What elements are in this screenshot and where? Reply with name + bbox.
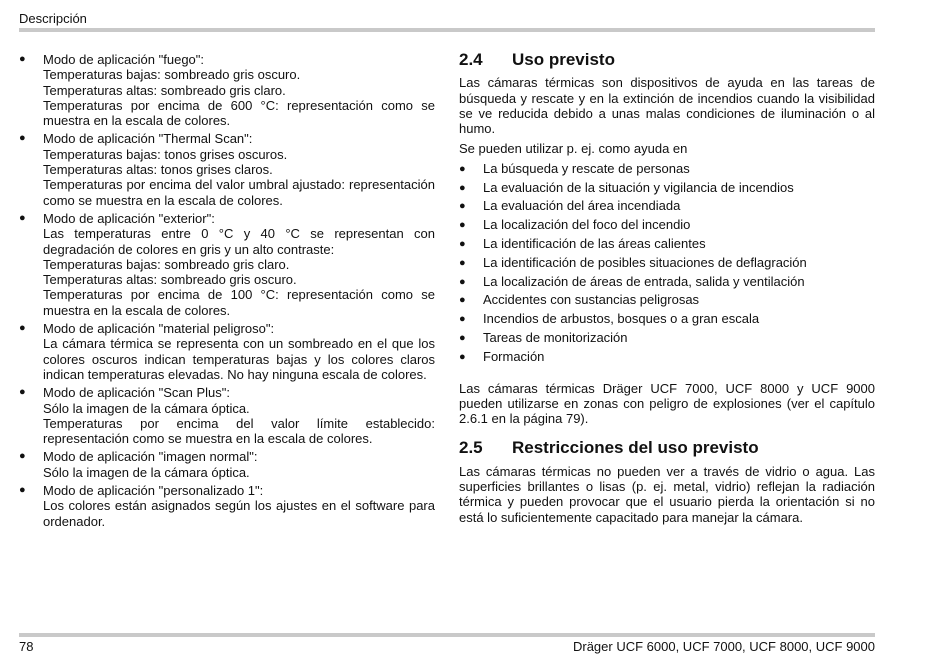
list-item: ● Tareas de monitorización: [459, 329, 875, 348]
list-item: ● Incendios de arbustos, bosques o a gran escala: [459, 310, 875, 329]
mode-item: [19, 131, 435, 207]
mode-text: Temperaturas por encima del valor umbral ajustado: representación como se muestra en la escala de colores.: [43, 177, 435, 208]
mode-text: Temperaturas bajas: sombreado gris claro.: [43, 256, 290, 272]
list-item: ● La evaluación del área incendiada: [459, 197, 875, 216]
mode-text: Sólo la imagen de la cámara óptica.: [43, 464, 250, 480]
mode-title: ● Modo de aplicación "Scan Plus":: [43, 385, 231, 401]
mode-title: ● Modo de aplicación "Thermal Scan":: [43, 131, 253, 147]
mode-title: ● Modo de aplicación "personalizado 1":: [43, 483, 264, 499]
mode-text: Temperaturas por encima del valor límite establecido: representación como se muestra en la escala de colores.: [43, 415, 435, 447]
page-number: 78: [19, 639, 34, 654]
mode-text: Temperaturas por encima de 100 °C: representación como se muestra en la escala de colores.: [43, 287, 435, 318]
section-title: Uso previsto: [512, 50, 615, 69]
section-heading: [459, 52, 875, 67]
list-item: ● La identificación de posibles situaciones de deflagración: [459, 254, 875, 273]
mode-text: Temperaturas bajas: sombreado gris oscuro.: [43, 67, 301, 83]
section-number: 2.5: [459, 438, 483, 458]
mode-text: Temperaturas bajas: tonos grises oscuros.: [43, 146, 288, 162]
section-title: Restricciones del uso previsto: [512, 438, 759, 458]
list-lead: Se pueden utilizar p. ej. como ayuda en: [459, 141, 688, 157]
section-number: 2.4: [459, 50, 483, 69]
header-rule: [19, 28, 875, 32]
mode-item: [19, 321, 435, 382]
mode-item: [19, 449, 435, 480]
footer-rule: [19, 633, 875, 637]
mode-text: Los colores están asignados según los ajustes en el software para ordenador.: [43, 498, 435, 529]
mode-text: Temperaturas altas: sombreado gris claro.: [43, 82, 286, 98]
list-item: ● Formación: [459, 348, 875, 367]
list-item: ● La localización del foco del incendio: [459, 216, 875, 235]
mode-item: [19, 211, 435, 318]
mode-item: [19, 52, 435, 128]
left-column: [19, 52, 435, 532]
mode-item: [19, 385, 435, 446]
mode-title: ● Modo de aplicación "imagen normal":: [43, 449, 258, 465]
list-item: ● La evaluación de la situación y vigilancia de incendios: [459, 179, 875, 198]
section-heading: [459, 438, 875, 458]
list-item: ● La localización de áreas de entrada, salida y ventilación: [459, 273, 875, 292]
right-column: [459, 52, 875, 530]
list-item: ● La identificación de las áreas calientes: [459, 235, 875, 254]
header-title: Descripción: [19, 11, 87, 26]
mode-text: La cámara térmica se representa con un sombreado en el que los colores oscuros indican temperaturas bajas y los colores claros indican temperaturas elevadas. No hay ninguna escala de colores.: [43, 336, 435, 382]
mode-text: Las temperaturas entre 0 °C y 40 °C se representan con degradación de colores en gris y un alto contraste:: [43, 226, 435, 257]
mode-title: ● Modo de aplicación "fuego":: [43, 52, 205, 67]
mode-text: Temperaturas por encima de 600 °C: representación como se muestra en la escala de colores.: [43, 97, 435, 129]
list-item: ● Accidentes con sustancias peligrosas: [459, 291, 875, 310]
mode-title: ● Modo de aplicación "material peligroso":: [43, 321, 275, 337]
list-item: ● La búsqueda y rescate de personas: [459, 160, 875, 179]
mode-text: Sólo la imagen de la cámara óptica.: [43, 400, 250, 416]
product-name: Dräger UCF 6000, UCF 7000, UCF 8000, UCF 9000: [572, 639, 875, 654]
mode-text: Temperaturas altas: tonos grises claros.: [43, 162, 273, 178]
explosion-paragraph: Las cámaras térmicas Dräger UCF 7000, UCF 8000 y UCF 9000 pueden utilizarse en zonas con peligro de explosiones (ver el capítulo 2.6.1 en la página 79).: [459, 380, 875, 427]
mode-text: Temperaturas altas: sombreado gris oscuro.: [43, 272, 297, 288]
mode-item: [19, 483, 435, 529]
use-list: [459, 160, 875, 367]
intro-paragraph: Las cámaras térmicas son dispositivos de ayuda en las tareas de búsqueda y rescate y en la extinción de incendios cuando la visibilidad se ve reducida debido a unas malas condiciones de iluminación o al humo.: [459, 75, 875, 137]
mode-title: ● Modo de aplicación "exterior":: [43, 210, 215, 226]
restrictions-paragraph: Las cámaras térmicas no pueden ver a través de vidrio o agua. Las superficies brillantes o lisas (p. ej. metal, vidrio) reflejan la radiación térmica y pueden provocar que el usuario pierda la orientación si no está lo suficientemente capacitado para manejar la cámara.: [459, 463, 875, 525]
